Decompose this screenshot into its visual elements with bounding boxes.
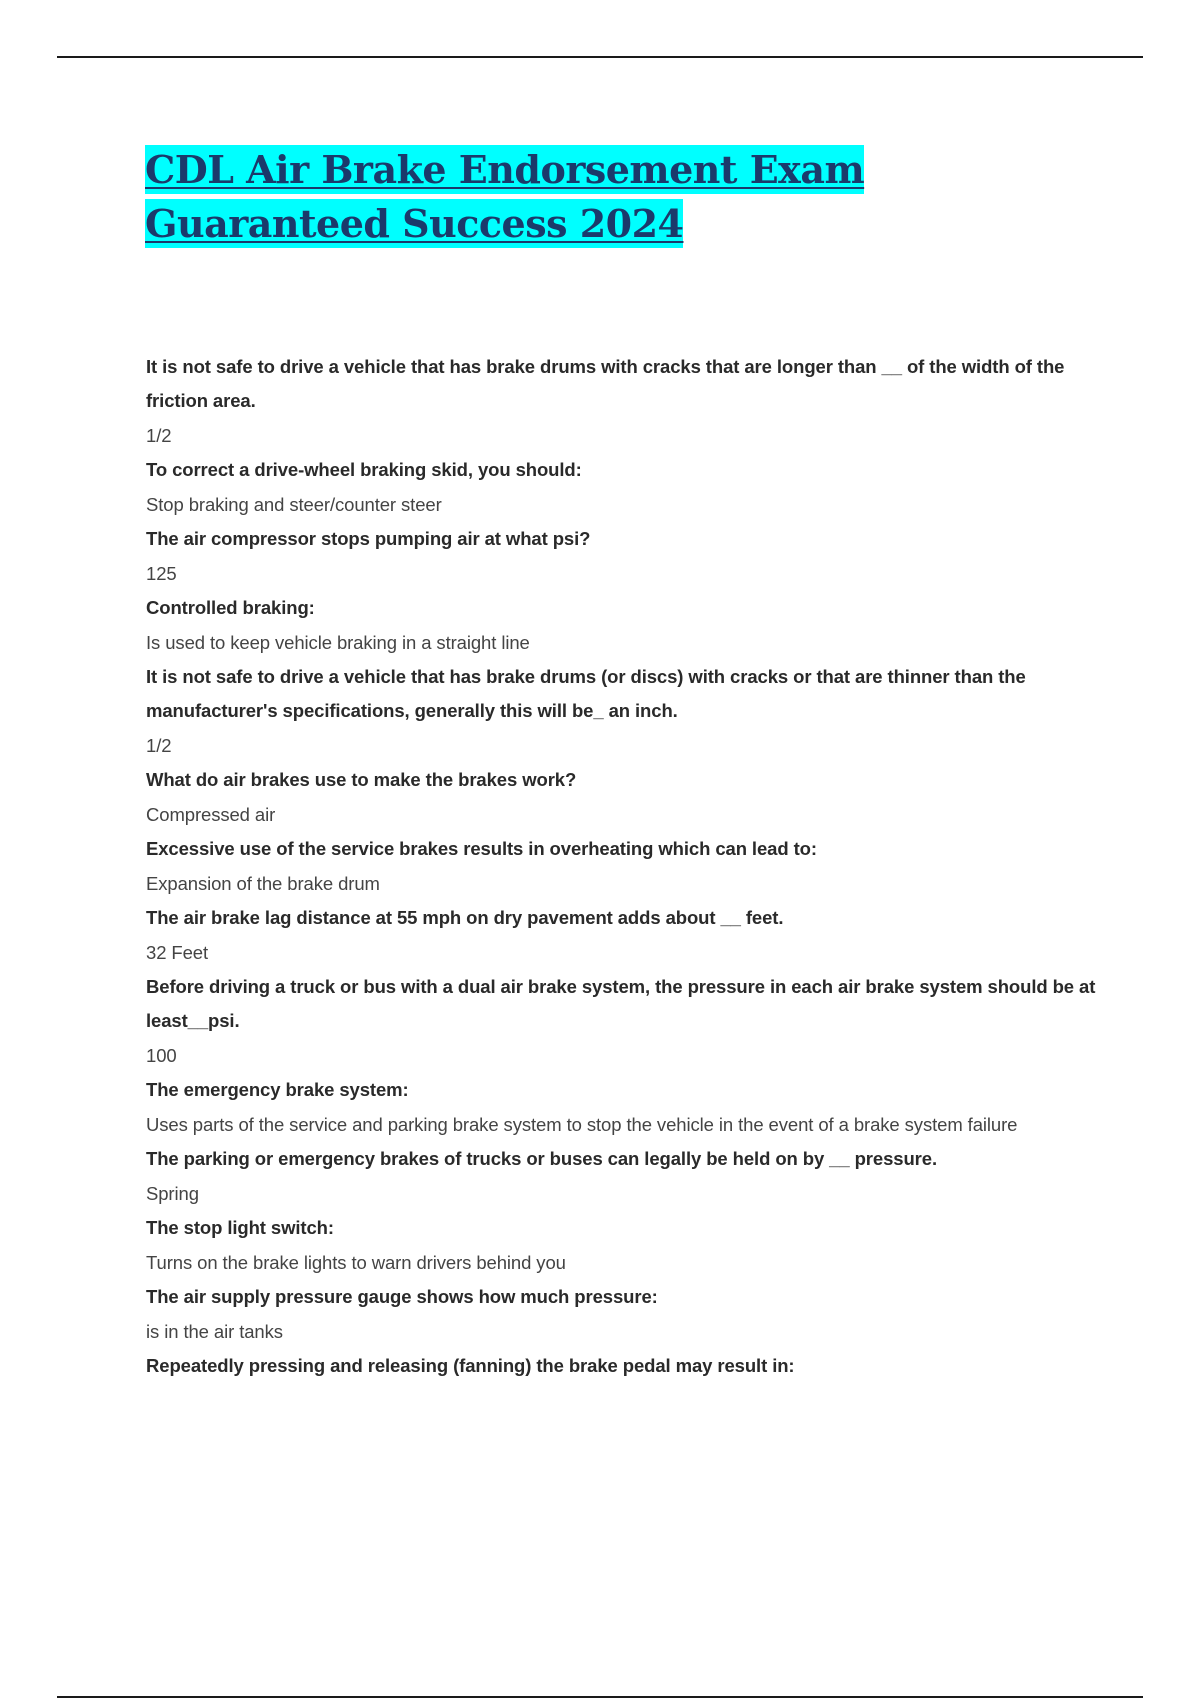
answer: Expansion of the brake drum	[146, 873, 380, 894]
qa-list	[146, 350, 1096, 1383]
answer: 100	[146, 1045, 177, 1066]
qa-item	[146, 522, 1096, 591]
question: The parking or emergency brakes of trucks or buses can legally be held on by __ pressure.	[146, 1148, 937, 1169]
qa-item	[146, 1349, 1096, 1383]
answer: 125	[146, 563, 177, 584]
question: What do air brakes use to make the brakes work?	[146, 769, 577, 790]
question: Controlled braking:	[146, 597, 315, 618]
qa-item	[146, 763, 1096, 832]
qa-item	[146, 1073, 1096, 1142]
answer: Turns on the brake lights to warn drivers behind you	[146, 1252, 566, 1273]
qa-item	[146, 832, 1096, 901]
header-rule	[57, 56, 1143, 58]
title-block	[145, 143, 1085, 251]
answer: Stop braking and steer/counter steer	[146, 494, 442, 515]
answer: Spring	[146, 1183, 199, 1204]
question: It is not safe to drive a vehicle that has brake drums with cracks that are longer than __ of the width of the friction area.	[146, 356, 1065, 411]
qa-item	[146, 970, 1096, 1073]
answer: Compressed air	[146, 804, 276, 825]
qa-item	[146, 901, 1096, 970]
question: Repeatedly pressing and releasing (fanning) the brake pedal may result in:	[146, 1355, 795, 1376]
qa-item	[146, 453, 1096, 522]
question: To correct a drive-wheel braking skid, you should:	[146, 459, 582, 480]
question: The air brake lag distance at 55 mph on dry pavement adds about __ feet.	[146, 907, 784, 928]
qa-item	[146, 660, 1096, 763]
question: Excessive use of the service brakes results in overheating which can lead to:	[146, 838, 817, 859]
answer: Is used to keep vehicle braking in a straight line	[146, 632, 530, 653]
question: The emergency brake system:	[146, 1079, 409, 1100]
qa-item	[146, 350, 1096, 453]
footer-rule	[57, 1696, 1143, 1698]
document-title[interactable]	[145, 143, 1085, 251]
answer: 1/2	[146, 425, 172, 446]
qa-item	[146, 591, 1096, 660]
question: The air compressor stops pumping air at what psi?	[146, 528, 591, 549]
qa-item	[146, 1142, 1096, 1211]
question: The air supply pressure gauge shows how much pressure:	[146, 1286, 658, 1307]
answer: 1/2	[146, 735, 172, 756]
answer: is in the air tanks	[146, 1321, 283, 1342]
question: It is not safe to drive a vehicle that has brake drums (or discs) with cracks or that are thinner than the manufacturer's specifications, generally this will be_ an inch.	[146, 666, 1026, 721]
qa-item	[146, 1211, 1096, 1280]
question: The stop light switch:	[146, 1217, 334, 1238]
answer: 32 Feet	[146, 942, 209, 963]
document-title-link[interactable]: CDL Air Brake Endorsement Exam Guaranteed Success 2024	[145, 147, 865, 246]
answer: Uses parts of the service and parking brake system to stop the vehicle in the event of a brake system failure	[146, 1114, 1018, 1135]
qa-item	[146, 1280, 1096, 1349]
question: Before driving a truck or bus with a dual air brake system, the pressure in each air brake system should be at least__psi.	[146, 976, 1096, 1031]
